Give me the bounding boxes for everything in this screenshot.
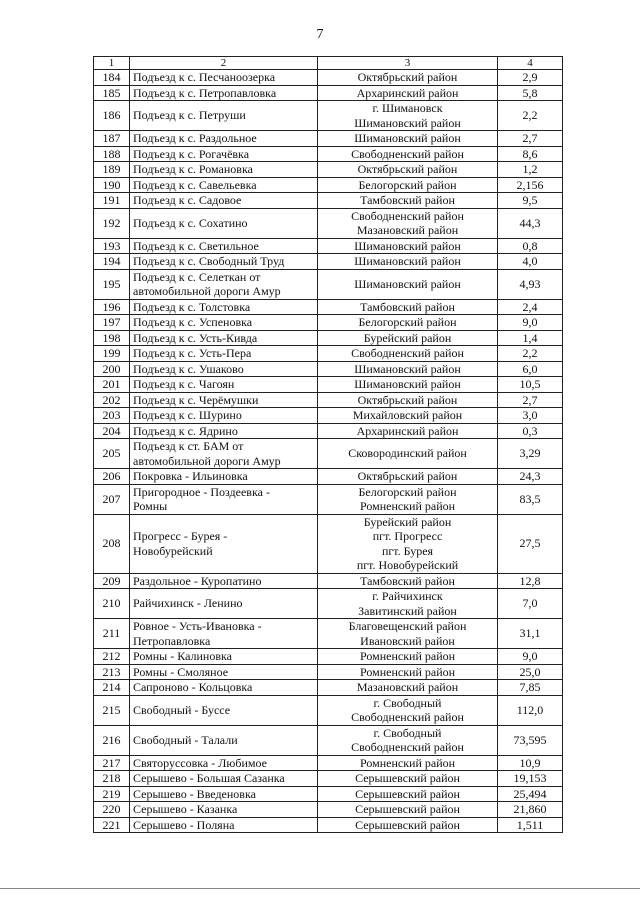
road-name: Подъезд к с. Усть-Пера: [130, 346, 318, 362]
page-bottom-edge: [0, 888, 640, 889]
district-name: Серышевский район: [318, 817, 498, 833]
district-name: Шимановский район: [318, 361, 498, 377]
district-name: Белогорский район: [318, 177, 498, 193]
row-number: 194: [94, 254, 130, 270]
row-number: 189: [94, 162, 130, 178]
district-name: Шимановский район: [318, 238, 498, 254]
road-name: Прогресс - Бурея - Новобурейский: [130, 514, 318, 573]
row-number: 187: [94, 131, 130, 147]
road-length: 1,2: [498, 162, 563, 178]
road-name: Пригородное - Поздеевка - Ромны: [130, 484, 318, 514]
road-length: 27,5: [498, 514, 563, 573]
road-length: 8,6: [498, 146, 563, 162]
district-name: Белогорский район Ромненский район: [318, 484, 498, 514]
road-length: 5,8: [498, 85, 563, 101]
district-name: Благовещенский район Ивановский район: [318, 619, 498, 649]
page-number: 7: [316, 27, 324, 42]
road-length: 112,0: [498, 695, 563, 725]
table-row: [94, 469, 563, 485]
road-name: Сапроново - Кольцовка: [130, 680, 318, 696]
table-row: [94, 408, 563, 424]
table-row: [94, 70, 563, 86]
district-name: Октябрьский район: [318, 469, 498, 485]
table-row: [94, 208, 563, 238]
road-name: Подъезд к с. Петропавловка: [130, 85, 318, 101]
table-row: [94, 269, 563, 299]
road-name: Свободный - Буссе: [130, 695, 318, 725]
table-row: [94, 131, 563, 147]
district-name: Серышевский район: [318, 802, 498, 818]
road-length: 9,5: [498, 193, 563, 209]
road-length: 12,8: [498, 573, 563, 589]
row-number: 193: [94, 238, 130, 254]
row-number: 212: [94, 649, 130, 665]
district-name: Октябрьский район: [318, 392, 498, 408]
road-name: Подъезд к с. Ушаково: [130, 361, 318, 377]
row-number: 198: [94, 330, 130, 346]
table-row: [94, 771, 563, 787]
road-length: 2,156: [498, 177, 563, 193]
road-length: 25,0: [498, 664, 563, 680]
road-length: 2,7: [498, 392, 563, 408]
road-length: 21,860: [498, 802, 563, 818]
table-row: [94, 484, 563, 514]
road-name: Ромны - Смоляное: [130, 664, 318, 680]
table-row: [94, 162, 563, 178]
road-length: 4,0: [498, 254, 563, 270]
road-length: 24,3: [498, 469, 563, 485]
table-row: [94, 361, 563, 377]
table-row: [94, 589, 563, 619]
district-name: Тамбовский район: [318, 193, 498, 209]
road-name: Святоруссовка - Любимое: [130, 755, 318, 771]
district-name: Архаринский район: [318, 423, 498, 439]
road-length: 1,511: [498, 817, 563, 833]
road-length: 9,0: [498, 649, 563, 665]
row-number: 203: [94, 408, 130, 424]
table-row: [94, 573, 563, 589]
row-number: 205: [94, 439, 130, 469]
row-number: 197: [94, 315, 130, 331]
district-name: Октябрьский район: [318, 70, 498, 86]
table-row: [94, 755, 563, 771]
district-name: Серышевский район: [318, 771, 498, 787]
row-number: 195: [94, 269, 130, 299]
road-length: 7,0: [498, 589, 563, 619]
district-name: Свободненский район: [318, 346, 498, 362]
table-row: [94, 619, 563, 649]
table-row: [94, 377, 563, 393]
table-row: [94, 146, 563, 162]
row-number: 207: [94, 484, 130, 514]
table-row: [94, 802, 563, 818]
table-row: [94, 85, 563, 101]
district-name: Октябрьский район: [318, 162, 498, 178]
row-number: 201: [94, 377, 130, 393]
road-name: Подъезд к с. Шурино: [130, 408, 318, 424]
district-name: Шимановский район: [318, 131, 498, 147]
district-name: Серышевский район: [318, 786, 498, 802]
row-number: 218: [94, 771, 130, 787]
row-number: 209: [94, 573, 130, 589]
road-name: Подъезд к с. Свободный Труд: [130, 254, 318, 270]
road-length: 2,9: [498, 70, 563, 86]
district-name: Шимановский район: [318, 269, 498, 299]
road-length: 10,9: [498, 755, 563, 771]
road-name: Подъезд к с. Черёмушки: [130, 392, 318, 408]
road-name: Подъезд к с. Садовое: [130, 193, 318, 209]
table-row: [94, 346, 563, 362]
table-row: [94, 238, 563, 254]
district-name: г. Свободный Свободненский район: [318, 725, 498, 755]
table-row: [94, 786, 563, 802]
district-name: Михайловский район: [318, 408, 498, 424]
road-name: Покровка - Ильиновка: [130, 469, 318, 485]
table-row: [94, 695, 563, 725]
district-name: Мазановский район: [318, 680, 498, 696]
row-number: 185: [94, 85, 130, 101]
table-row: [94, 514, 563, 573]
district-name: Бурейский район: [318, 330, 498, 346]
table-row: [94, 299, 563, 315]
row-number: 199: [94, 346, 130, 362]
row-number: 184: [94, 70, 130, 86]
row-number: 196: [94, 299, 130, 315]
roads-table: [93, 56, 563, 833]
road-name: Серышево - Введеновка: [130, 786, 318, 802]
district-name: Шимановский район: [318, 254, 498, 270]
district-name: г. Райчихинск Завитинский район: [318, 589, 498, 619]
road-name: Подъезд к ст. БАМ от автомобильной дороги Амур: [130, 439, 318, 469]
row-number: 221: [94, 817, 130, 833]
row-number: 214: [94, 680, 130, 696]
district-name: Сковородинский район: [318, 439, 498, 469]
row-number: 219: [94, 786, 130, 802]
road-name: Подъезд к с. Успеновка: [130, 315, 318, 331]
road-length: 44,3: [498, 208, 563, 238]
road-length: 2,2: [498, 101, 563, 131]
row-number: 192: [94, 208, 130, 238]
district-name: Свободненский район Мазановский район: [318, 208, 498, 238]
road-length: 6,0: [498, 361, 563, 377]
road-length: 7,85: [498, 680, 563, 696]
table-row: [94, 193, 563, 209]
district-name: г. Шимановск Шимановский район: [318, 101, 498, 131]
district-name: Белогорский район: [318, 315, 498, 331]
road-length: 10,5: [498, 377, 563, 393]
row-number: 190: [94, 177, 130, 193]
row-number: 188: [94, 146, 130, 162]
column-header-2: 2: [130, 57, 318, 70]
road-length: 2,2: [498, 346, 563, 362]
road-length: 25,494: [498, 786, 563, 802]
road-length: 0,8: [498, 238, 563, 254]
district-name: Шимановский район: [318, 377, 498, 393]
road-name: Подъезд к с. Усть-Кивда: [130, 330, 318, 346]
table-row: [94, 392, 563, 408]
road-length: 9,0: [498, 315, 563, 331]
column-header-4: 4: [498, 57, 563, 70]
row-number: 208: [94, 514, 130, 573]
road-name: Ровное - Усть-Ивановка - Петропавловка: [130, 619, 318, 649]
row-number: 186: [94, 101, 130, 131]
column-header-1: 1: [94, 57, 130, 70]
row-number: 216: [94, 725, 130, 755]
row-number: 220: [94, 802, 130, 818]
district-name: Тамбовский район: [318, 299, 498, 315]
district-name: Ромненский район: [318, 755, 498, 771]
road-name: Подъезд к с. Рогачёвка: [130, 146, 318, 162]
road-name: Серышево - Поляна: [130, 817, 318, 833]
road-name: Райчихинск - Ленино: [130, 589, 318, 619]
road-name: Подъезд к с. Ядрино: [130, 423, 318, 439]
district-name: Бурейский район пгт. Прогресс пгт. Бурея пгт. Новобурейский: [318, 514, 498, 573]
road-length: 31,1: [498, 619, 563, 649]
road-name: Серышево - Большая Сазанка: [130, 771, 318, 787]
district-name: Свободненский район: [318, 146, 498, 162]
road-name: Подъезд к с. Чагоян: [130, 377, 318, 393]
road-name: Подъезд к с. Петруши: [130, 101, 318, 131]
road-name: Подъезд к с. Толстовка: [130, 299, 318, 315]
road-length: 19,153: [498, 771, 563, 787]
road-length: 4,93: [498, 269, 563, 299]
road-name: Подъезд к с. Раздольное: [130, 131, 318, 147]
row-number: 210: [94, 589, 130, 619]
road-name: Свободный - Талали: [130, 725, 318, 755]
district-name: Тамбовский район: [318, 573, 498, 589]
column-header-3: 3: [318, 57, 498, 70]
table-row: [94, 680, 563, 696]
district-name: Ромненский район: [318, 649, 498, 665]
road-name: Подъезд к с. Песчаноозерка: [130, 70, 318, 86]
row-number: 204: [94, 423, 130, 439]
row-number: 211: [94, 619, 130, 649]
road-name: Подъезд к с. Селеткан от автомобильной дороги Амур: [130, 269, 318, 299]
road-length: 3,0: [498, 408, 563, 424]
road-length: 2,7: [498, 131, 563, 147]
road-name: Раздольное - Куропатино: [130, 573, 318, 589]
district-name: г. Свободный Свободненский район: [318, 695, 498, 725]
district-name: Архаринский район: [318, 85, 498, 101]
road-name: Подъезд к с. Романовка: [130, 162, 318, 178]
row-number: 217: [94, 755, 130, 771]
table-row: [94, 439, 563, 469]
table-row: [94, 664, 563, 680]
road-length: 2,4: [498, 299, 563, 315]
row-number: 213: [94, 664, 130, 680]
row-number: 206: [94, 469, 130, 485]
row-number: 191: [94, 193, 130, 209]
row-number: 200: [94, 361, 130, 377]
road-length: 3,29: [498, 439, 563, 469]
table-row: [94, 817, 563, 833]
road-length: 1,4: [498, 330, 563, 346]
road-length: 73,595: [498, 725, 563, 755]
road-name: Серышево - Казанка: [130, 802, 318, 818]
road-name: Ромны - Калиновка: [130, 649, 318, 665]
table-header-row: [94, 57, 563, 70]
table-row: [94, 649, 563, 665]
table-row: [94, 101, 563, 131]
table-row: [94, 330, 563, 346]
table-row: [94, 315, 563, 331]
table-row: [94, 254, 563, 270]
row-number: 202: [94, 392, 130, 408]
row-number: 215: [94, 695, 130, 725]
road-name: Подъезд к с. Сохатино: [130, 208, 318, 238]
road-length: 0,3: [498, 423, 563, 439]
table-row: [94, 725, 563, 755]
table-row: [94, 423, 563, 439]
table-row: [94, 177, 563, 193]
road-length: 83,5: [498, 484, 563, 514]
road-name: Подъезд к с. Светильное: [130, 238, 318, 254]
road-name: Подъезд к с. Савельевка: [130, 177, 318, 193]
district-name: Ромненский район: [318, 664, 498, 680]
